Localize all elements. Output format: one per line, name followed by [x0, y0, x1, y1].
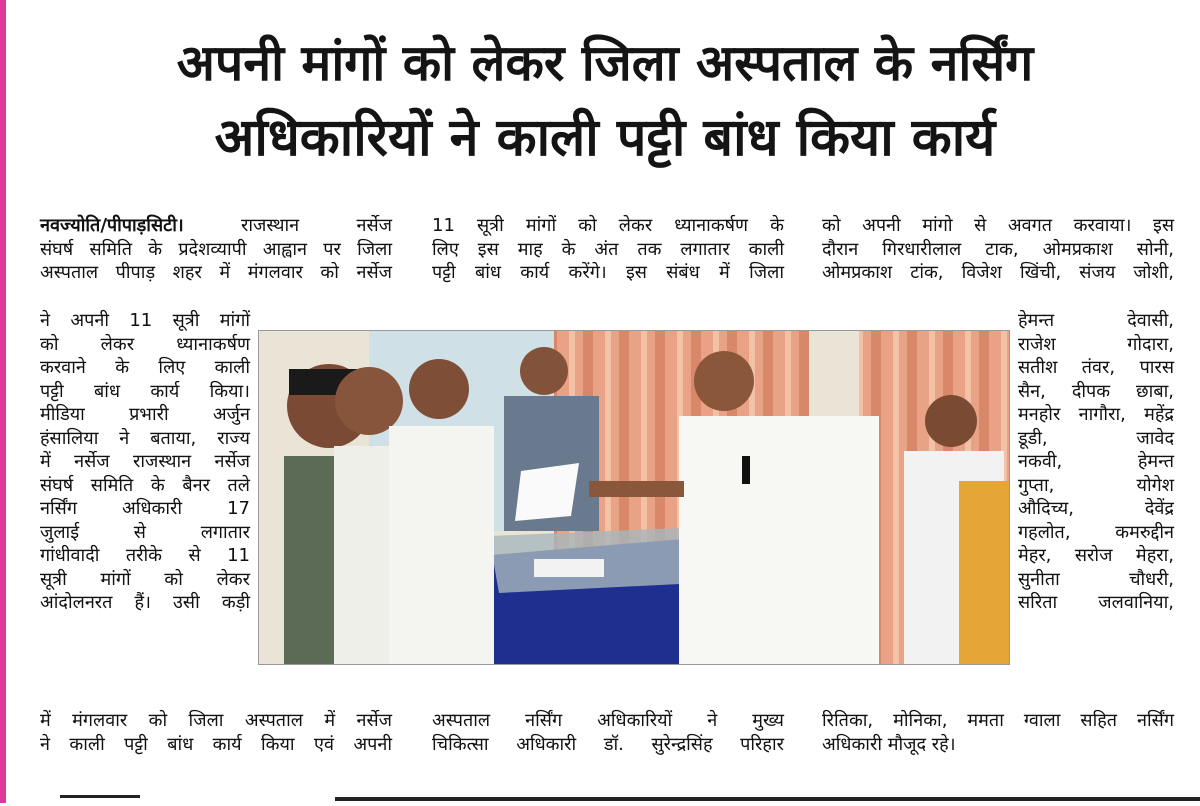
column-1-bottom — [40, 709, 392, 756]
text-line: ने काली पट्टी बांध कार्य किया एवं अपनी — [40, 733, 392, 755]
papers-on-table — [534, 559, 604, 577]
text-line: आंदोलनरत हैं। उसी कड़ी — [40, 592, 250, 613]
text-line: सुनीता चौधरी, — [1018, 568, 1174, 590]
text-line: मेहर, सरोज मेहरा, — [1018, 545, 1174, 566]
text-line: चिकित्सा अधिकारी डॉ. सुरेन्द्रसिंह परिहार — [432, 733, 784, 755]
column-3-narrow — [1018, 309, 1174, 615]
text-line: करवाने के लिए काली — [40, 357, 250, 378]
text-line: अस्पताल पीपाड़ शहर में मंगलवार को नर्सेज — [40, 262, 392, 283]
text-line: ने अपनी 11 सूत्री मांगों — [40, 310, 250, 331]
text-line: अस्पताल नर्सिंग अधिकारियों ने मुख्य — [432, 710, 784, 731]
text-line: सरिता जलवानिया, — [1018, 592, 1174, 613]
text-line: मीडिया प्रभारी अर्जुन — [40, 404, 250, 425]
news-photo — [258, 330, 1010, 665]
text-line: को अपनी मांगो से अवगत करवाया। इस — [822, 215, 1174, 236]
column-2-bottom — [432, 709, 784, 756]
text-line: नर्सिंग अधिकारी 17 — [40, 498, 250, 519]
column-3-bottom — [822, 709, 1174, 756]
text-line: गुप्ता, योगेश — [1018, 474, 1174, 496]
footer-rule — [335, 797, 1200, 801]
text-line: संघर्ष समिति के बैनर तले — [40, 474, 250, 496]
text-line: नकवी, हेमन्त — [1018, 451, 1174, 472]
headline-line-2: अधिकारियों ने काली पट्टी बांध किया कार्य — [214, 108, 996, 168]
text-line: हेमन्त देवासी, — [1018, 310, 1174, 331]
text-line: डूडी, जावेद — [1018, 427, 1174, 449]
person-3 — [389, 426, 494, 664]
text-line: गहलोत, कमरुद्दीन — [1018, 521, 1174, 543]
text-line: राजेश गोदारा, — [1018, 333, 1174, 355]
text-line: दौरान गिरधारीलाल टाक, ओमप्रकाश सोनी, — [822, 238, 1174, 260]
text-line: पट्टी बांध कार्य करेंगे। इस संबंध में जिला — [432, 262, 784, 283]
text-line: औदिच्य, देवेंद्र — [1018, 498, 1174, 519]
news-photo-illustration — [259, 331, 1009, 664]
text-line: अधिकारी मौजूद रहे। — [822, 733, 956, 755]
text-line: 11 सूत्री मांगों को लेकर ध्यानाकर्षण के — [432, 215, 784, 236]
text-line: गांधीवादी तरीके से 11 — [40, 545, 250, 566]
person-5 — [679, 416, 879, 664]
text-line: मनहोर नागौरा, महेंद्र — [1018, 404, 1174, 425]
text-line: संघर्ष समिति के प्रदेशव्यापी आह्वान पर जिला — [40, 238, 392, 260]
column-2-top — [432, 214, 784, 285]
column-3-top — [822, 214, 1174, 285]
text-line: लिए इस माह के अंत तक लगातार काली — [432, 238, 784, 260]
text-line: हंसालिया ने बताया, राज्य — [40, 427, 250, 449]
footer-rule-fragment — [60, 795, 140, 806]
dateline: नवज्योति/पीपाड़सिटी। — [40, 215, 184, 236]
column-1-narrow — [40, 309, 250, 615]
text-line: नवज्योति/पीपाड़सिटी। राजस्थान नर्सेज — [40, 215, 392, 236]
text-line: जुलाई से लगातार — [40, 521, 250, 543]
headline-line-1: अपनी मांगों को लेकर जिला अस्पताल के नर्सिंग — [176, 34, 1034, 92]
black-armband — [742, 456, 750, 484]
column-1-top — [40, 214, 392, 285]
text-line: सतीश तंवर, पारस — [1018, 357, 1174, 378]
document-in-hand — [515, 463, 579, 521]
text-line: को लेकर ध्यानाकर्षण — [40, 333, 250, 355]
text-line: रितिका, मोनिका, ममता ग्वाला सहित नर्सिंग — [822, 710, 1174, 731]
text-line: सैन, दीपक छाबा, — [1018, 380, 1174, 402]
accent-bar — [0, 0, 6, 803]
text-line: सूत्री मांगों को लेकर — [40, 568, 250, 590]
headline — [20, 28, 1190, 174]
text-line: में मंगलवार को जिला अस्पताल में नर्सेज — [40, 710, 392, 731]
text-line: में नर्सेज राजस्थान नर्सेज — [40, 451, 250, 472]
text-line: ओमप्रकाश टांक, विजेश खिंची, संजय जोशी, — [822, 262, 1174, 283]
text-line: पट्टी बांध कार्य किया। — [40, 380, 250, 402]
